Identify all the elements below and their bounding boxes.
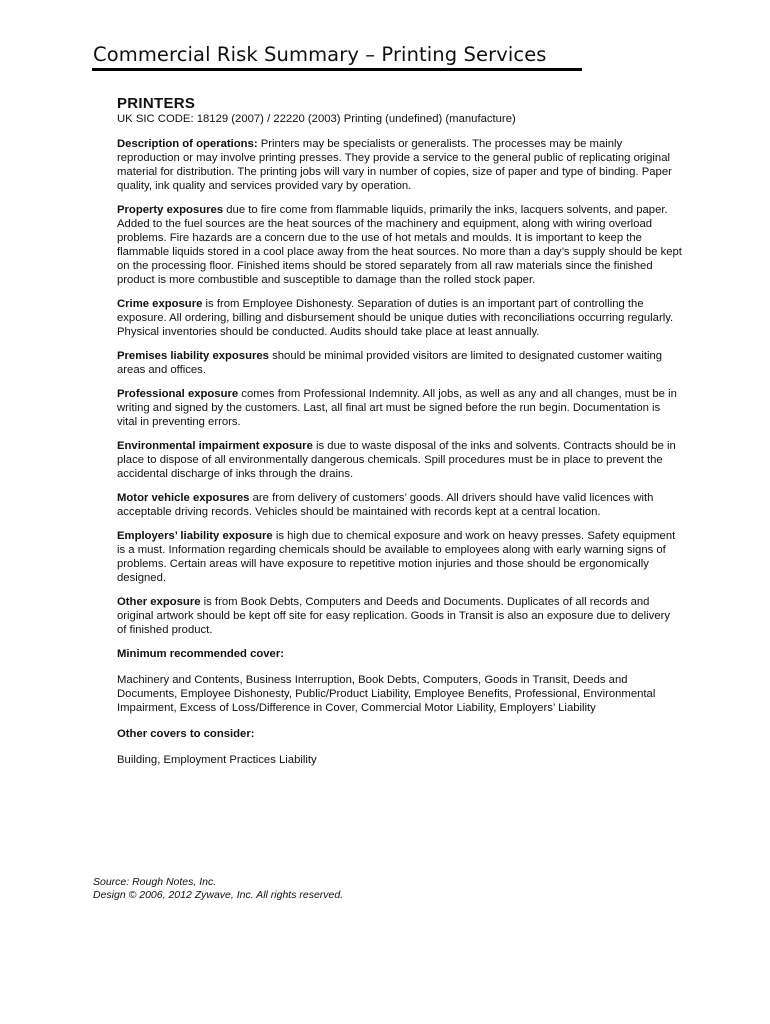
section-heading: PRINTERS xyxy=(117,95,196,112)
crime-exposure-paragraph xyxy=(117,297,682,339)
paragraph-text: is from Book Debts, Computers and Deeds and Documents. Duplicates of all records and original artwork should be kept off site for easy replication. Goods in Transit is also an exposure due to delivery of finished product. xyxy=(117,596,671,636)
description-of-operations-paragraph xyxy=(117,137,682,193)
paragraph-label: Professional exposure xyxy=(117,388,239,400)
paragraph-label: Motor vehicle exposures xyxy=(117,492,250,504)
document-body xyxy=(117,95,682,779)
paragraph-text: is from Employee Dishonesty. Separation of duties is an important part of controlling the exposure. All ordering, billing and disbursement should be unique duties with reconciliations occurring regularly. Physical inventories should be conducted. Audits should take place at least annually. xyxy=(117,298,674,338)
minimum-cover-list: Machinery and Contents, Business Interruption, Book Debts, Computers, Goods in Transit, Deeds and Documents, Employee Dishonesty, Public/Product Liability, Employee Benefits, Professional, Environmental Impairment, Excess of Loss/Difference in Cover, Commercial Motor Liability, Employers’ Liability xyxy=(117,674,656,714)
other-covers-list: Building, Employment Practices Liability xyxy=(117,754,317,766)
paragraph-text: due to fire come from flammable liquids, primarily the inks, lacquers solvents, and paper. Added to the fuel sources are the heat sources of the machinery and equipment, along with wiring overload problems. Fire hazards are a concern due to the use of hot metals and moulds. It is important to keep the flammable liquids stored in a cool place away from the heat sources. No more than a day’s supply should be kept on the processing floor. Finished items should be stored separately from all raw materials since the finished product is more combustible and susceptible to damage than the rolled stock paper. xyxy=(117,204,682,286)
title-divider xyxy=(92,68,582,71)
premises-liability-paragraph xyxy=(117,349,682,377)
professional-exposure-paragraph xyxy=(117,387,682,429)
paragraph-text: is due to waste disposal of the inks and solvents. Contracts should be in place to dispose of all environmentally dangerous chemicals. Spill procedures must be in place to prevent the accidental discharge of inks through the drains. xyxy=(117,440,676,480)
paragraph-label: Other exposure xyxy=(117,596,201,608)
source-note: Source: Rough Notes, Inc. xyxy=(93,876,217,888)
paragraph-text: are from delivery of customers’ goods. All drivers should have valid licences with acceptable driving records. Vehicles should be maintained with records kept at a central location. xyxy=(117,492,654,518)
environmental-impairment-paragraph xyxy=(117,439,682,481)
sic-code: UK SIC CODE: 18129 (2007) / 22220 (2003) Printing (undefined) (manufacture) xyxy=(117,113,516,125)
paragraph-label: Description of operations: xyxy=(117,138,258,150)
employers-liability-paragraph xyxy=(117,529,682,585)
paragraph-label: Environmental impairment exposure xyxy=(117,440,313,452)
paragraph-text: should be minimal provided visitors are limited to designated customer waiting areas and offices. xyxy=(117,350,663,376)
paragraph-label: Crime exposure xyxy=(117,298,203,310)
property-exposures-paragraph xyxy=(117,203,682,287)
other-covers-heading: Other covers to consider: xyxy=(117,728,255,740)
motor-vehicle-paragraph xyxy=(117,491,682,519)
paragraph-label: Employers’ liability exposure xyxy=(117,530,273,542)
page-title: Commercial Risk Summary – Printing Services xyxy=(93,43,547,66)
copyright-note: Design © 2006, 2012 Zywave, Inc. All rights reserved. xyxy=(93,889,344,901)
paragraph-text: comes from Professional Indemnity. All jobs, as well as any and all changes, must be in writing and signed by the customers. Last, all final art must be signed before the run begin. Documentation is vital in preventing errors. xyxy=(117,388,677,428)
paragraph-text: Printers may be specialists or generalists. The processes may be mainly reproduction or may involve printing presses. They provide a service to the general public of replicating original material for distribution. The printing jobs will vary in number of copies, size of paper and type of binding. Paper quality, ink quality and services provided vary by operation. xyxy=(117,138,672,192)
other-exposure-paragraph xyxy=(117,595,682,637)
paragraph-label: Property exposures xyxy=(117,204,224,216)
minimum-cover-heading: Minimum recommended cover: xyxy=(117,648,284,660)
footer xyxy=(93,876,343,902)
paragraph-text: is high due to chemical exposure and work on heavy presses. Safety equipment is a must. Information regarding chemicals should be available to employees along with early warning signs of problems. Certain areas will have exposure to repetitive motion injuries and those should be ergonomically designed. xyxy=(117,530,676,584)
paragraph-label: Premises liability exposures xyxy=(117,350,269,362)
